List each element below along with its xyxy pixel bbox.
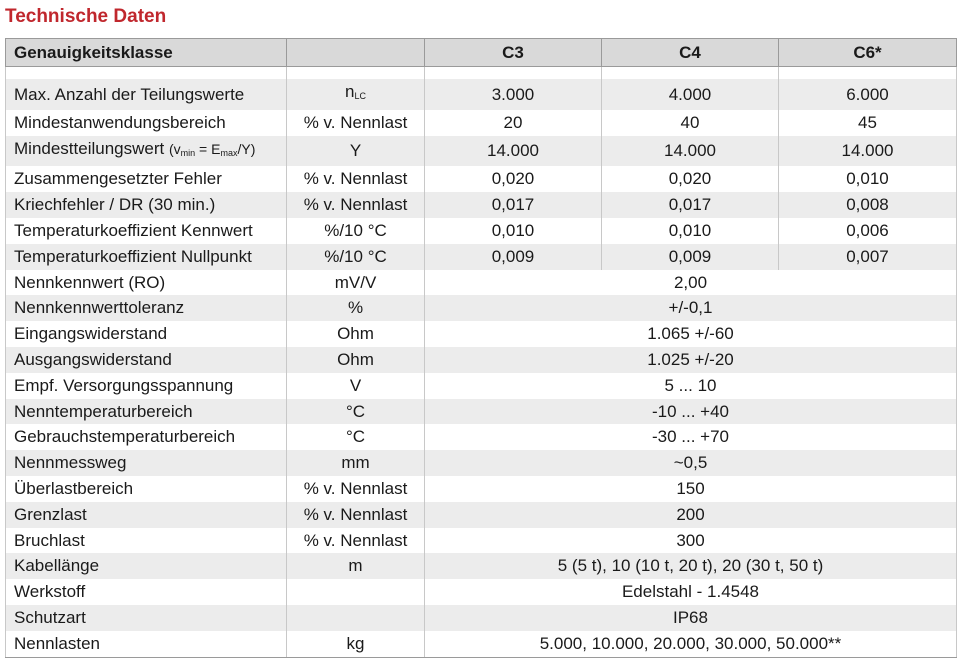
c3-value: 3.000	[425, 79, 602, 110]
common-value: +/-0,1	[425, 295, 957, 321]
param-label: Überlastbereich	[6, 476, 287, 502]
common-value: ~0,5	[425, 450, 957, 476]
c6-value: 0,006	[779, 218, 957, 244]
table-row	[6, 79, 957, 110]
table-row	[6, 347, 957, 373]
c4-value: 0,009	[602, 244, 779, 270]
common-value: 2,00	[425, 270, 957, 296]
table-row	[6, 295, 957, 321]
c4-value: 0,020	[602, 166, 779, 192]
param-label: Max. Anzahl der Teilungswerte	[6, 79, 287, 110]
common-value: -30 ... +70	[425, 424, 957, 450]
unit-cell: °C	[287, 399, 425, 425]
table-row	[6, 218, 957, 244]
table-row	[6, 476, 957, 502]
param-label: Kriechfehler / DR (30 min.)	[6, 192, 287, 218]
c6-value: 0,007	[779, 244, 957, 270]
param-label: Schutzart	[6, 605, 287, 631]
table-row	[6, 373, 957, 399]
header-c4: C4	[602, 39, 779, 67]
common-value: 1.025 +/-20	[425, 347, 957, 373]
param-label: Grenzlast	[6, 502, 287, 528]
unit-cell: m	[287, 553, 425, 579]
unit-cell	[287, 605, 425, 631]
param-label: Kabellänge	[6, 553, 287, 579]
common-value: Edelstahl - 1.4548	[425, 579, 957, 605]
unit-cell: % v. Nennlast	[287, 166, 425, 192]
header-c3: C3	[425, 39, 602, 67]
table-row	[6, 136, 957, 167]
table-row	[6, 579, 957, 605]
header-unit	[287, 39, 425, 67]
param-label: Eingangswiderstand	[6, 321, 287, 347]
param-label: Nennlasten	[6, 631, 287, 657]
unit-cell: %/10 °C	[287, 244, 425, 270]
c6-value: 14.000	[779, 136, 957, 167]
c3-value: 20	[425, 110, 602, 136]
common-value: 5.000, 10.000, 20.000, 30.000, 50.000**	[425, 631, 957, 657]
c6-value: 45	[779, 110, 957, 136]
param-label: Werkstoff	[6, 579, 287, 605]
param-label: Temperaturkoeffizient Nullpunkt	[6, 244, 287, 270]
unit-cell: % v. Nennlast	[287, 476, 425, 502]
spacer-row	[6, 67, 957, 80]
table-row	[6, 528, 957, 554]
unit-cell: kg	[287, 631, 425, 657]
param-label: Nennmessweg	[6, 450, 287, 476]
unit-cell: % v. Nennlast	[287, 110, 425, 136]
common-value: 300	[425, 528, 957, 554]
unit-cell: % v. Nennlast	[287, 528, 425, 554]
c6-value: 0,008	[779, 192, 957, 218]
unit-cell: % v. Nennlast	[287, 502, 425, 528]
technical-data-table	[5, 38, 957, 658]
table-row	[6, 450, 957, 476]
param-label: Empf. Versorgungsspannung	[6, 373, 287, 399]
c4-value: 4.000	[602, 79, 779, 110]
c3-value: 0,017	[425, 192, 602, 218]
unit-cell: mm	[287, 450, 425, 476]
table-row	[6, 605, 957, 631]
param-label: Mindestteilungswert $(v_{min} = E_{max}/Y)$	[6, 136, 287, 167]
param-label: Nennkennwerttoleranz	[6, 295, 287, 321]
c3-value: 0,009	[425, 244, 602, 270]
param-label: Nennkennwert (RO)	[6, 270, 287, 296]
common-value: 200	[425, 502, 957, 528]
formula: $(v_{min} = E_{max}/Y)$	[168, 140, 256, 158]
table-row	[6, 502, 957, 528]
c4-value: 0,017	[602, 192, 779, 218]
page-title: Technische Daten	[5, 6, 167, 27]
table-row	[6, 244, 957, 270]
unit-cell: V	[287, 373, 425, 399]
common-value: IP68	[425, 605, 957, 631]
c3-value: 0,010	[425, 218, 602, 244]
table-row	[6, 166, 957, 192]
table-row	[6, 631, 957, 657]
table-row	[6, 321, 957, 347]
param-label: Mindestanwendungsbereich	[6, 110, 287, 136]
param-label: Gebrauchstemperaturbereich	[6, 424, 287, 450]
unit-cell: $n_{LC}$	[287, 79, 425, 110]
param-label: Zusammengesetzter Fehler	[6, 166, 287, 192]
unit-cell: mV/V	[287, 270, 425, 296]
unit-cell: °C	[287, 424, 425, 450]
c4-value: 14.000	[602, 136, 779, 167]
c3-value: 14.000	[425, 136, 602, 167]
table-row	[6, 424, 957, 450]
unit-cell: Ohm	[287, 347, 425, 373]
c6-value: 0,010	[779, 166, 957, 192]
param-label: Ausgangswiderstand	[6, 347, 287, 373]
common-value: -10 ... +40	[425, 399, 957, 425]
table-row	[6, 270, 957, 296]
table-row	[6, 110, 957, 136]
common-value: 150	[425, 476, 957, 502]
param-label: Nenntemperaturbereich	[6, 399, 287, 425]
unit-cell: Y	[287, 136, 425, 167]
unit-cell: %/10 °C	[287, 218, 425, 244]
table-header-row	[6, 39, 957, 67]
common-value: 5 (5 t), 10 (10 t, 20 t), 20 (30 t, 50 t)	[425, 553, 957, 579]
table-row	[6, 192, 957, 218]
header-accuracy-class: Genauigkeitsklasse	[6, 39, 287, 67]
unit-cell: Ohm	[287, 321, 425, 347]
table-row	[6, 553, 957, 579]
table-row	[6, 399, 957, 425]
c6-value: 6.000	[779, 79, 957, 110]
c4-value: 40	[602, 110, 779, 136]
c3-value: 0,020	[425, 166, 602, 192]
param-label: Temperaturkoeffizient Kennwert	[6, 218, 287, 244]
header-c6: C6*	[779, 39, 957, 67]
unit-cell	[287, 579, 425, 605]
common-value: 1.065 +/-60	[425, 321, 957, 347]
unit-cell: %	[287, 295, 425, 321]
unit-cell: % v. Nennlast	[287, 192, 425, 218]
param-label: Bruchlast	[6, 528, 287, 554]
common-value: 5 ... 10	[425, 373, 957, 399]
c4-value: 0,010	[602, 218, 779, 244]
